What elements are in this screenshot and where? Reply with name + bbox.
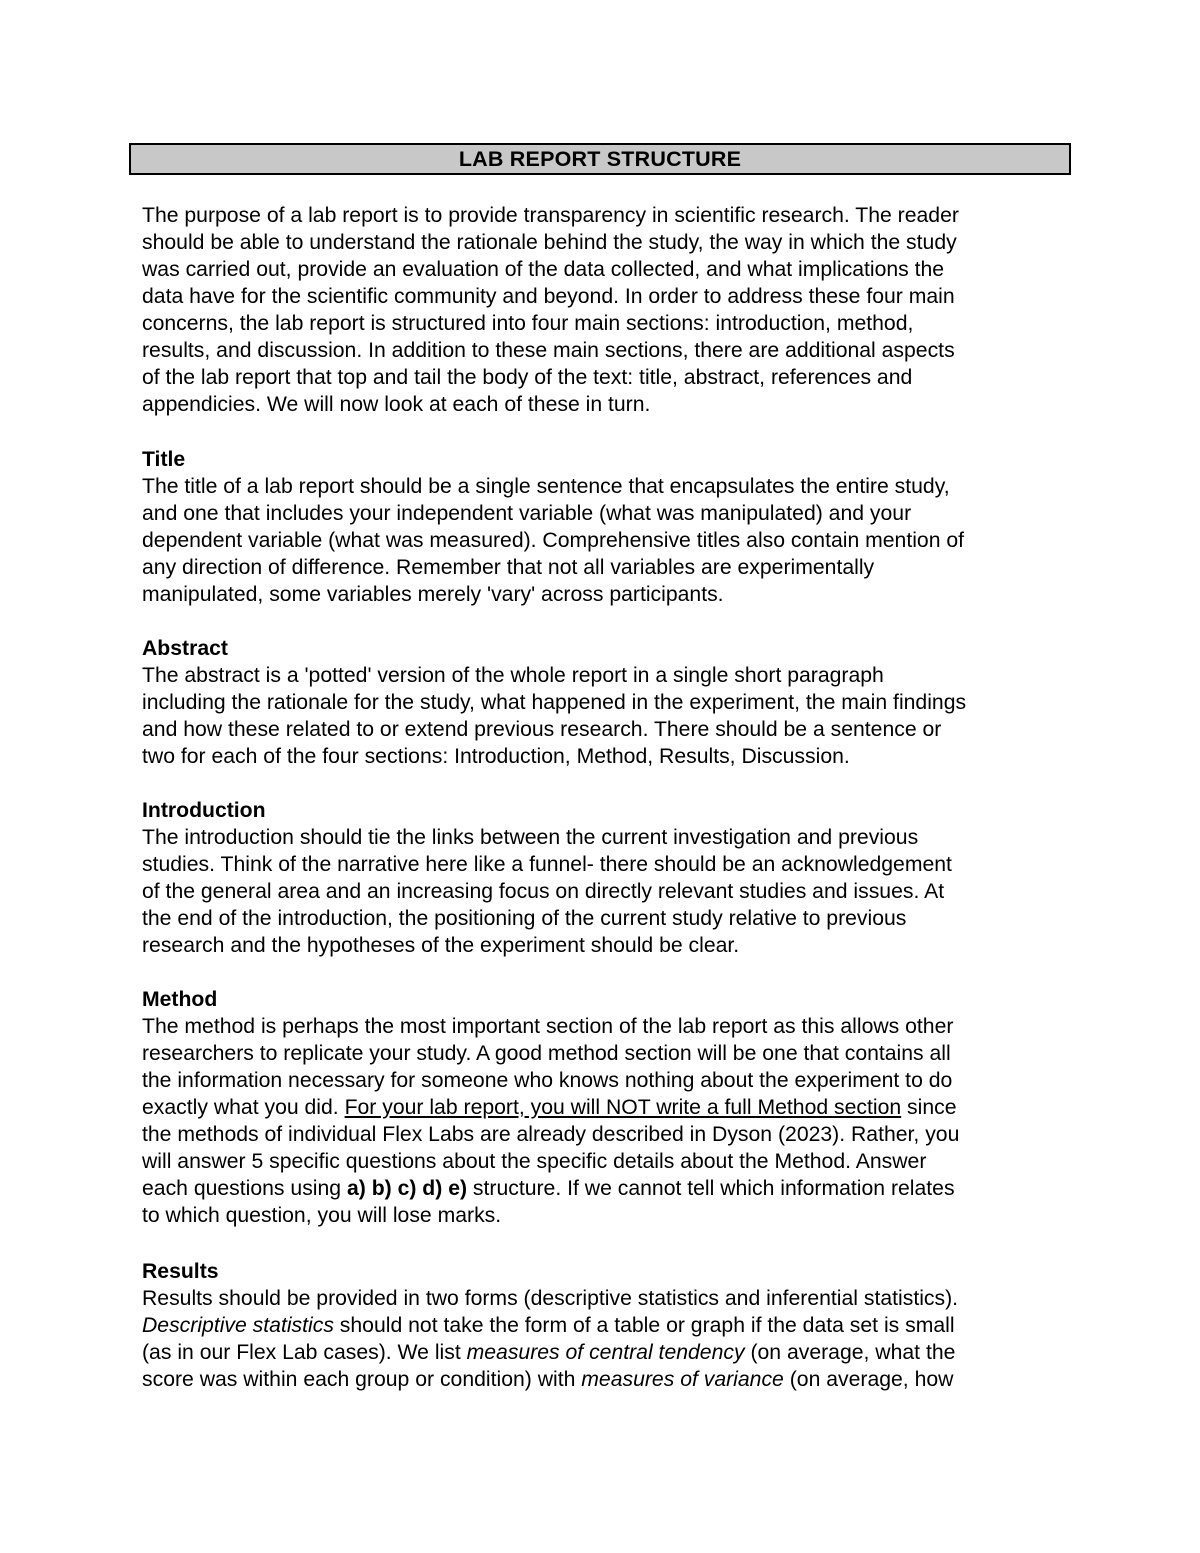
- section-results: [142, 1258, 1067, 1393]
- text-run: exactly what you did.: [142, 1096, 345, 1119]
- document-title: LAB REPORT STRUCTURE: [458, 146, 742, 171]
- intro-paragraph: [142, 202, 1067, 418]
- paragraph-line: The title of a lab report should be a single sentence that encapsulates the entire study,: [142, 475, 950, 498]
- text-run: since: [901, 1096, 957, 1119]
- text-run: should not take the form of a table or graph if the data set is small: [333, 1314, 955, 1337]
- italic-text: Descriptive statistics: [142, 1314, 334, 1337]
- paragraph-line: will answer 5 specific questions about the specific details about the Method. Answer: [142, 1150, 927, 1173]
- text-run: each questions using: [142, 1177, 347, 1200]
- paragraph-line: [142, 1175, 1067, 1202]
- section-title: [142, 446, 1067, 608]
- underlined-text: For your lab report, you will NOT write a full Method section: [344, 1096, 902, 1119]
- italic-text: measures of variance: [581, 1368, 784, 1391]
- paragraph-line: the information necessary for someone who knows nothing about the experiment to do: [142, 1069, 953, 1092]
- paragraph-line: data have for the scientific community and beyond. In order to address these four main: [142, 285, 955, 308]
- paragraph-line: including the rationale for the study, what happened in the experiment, the main findings: [142, 691, 967, 714]
- paragraph-line: research and the hypotheses of the experiment should be clear.: [142, 934, 740, 957]
- paragraph-line: and one that includes your independent variable (what was manipulated) and your: [142, 502, 912, 525]
- paragraph-line: [142, 1094, 1067, 1121]
- text-run: (as in our Flex Lab cases). We list: [142, 1341, 467, 1364]
- section-abstract: [142, 635, 1067, 770]
- paragraph-line: dependent variable (what was measured). Comprehensive titles also contain mention of: [142, 529, 965, 552]
- text-run: structure. If we cannot tell which information relates: [467, 1177, 955, 1200]
- paragraph-line: the end of the introduction, the positioning of the current study relative to previous: [142, 907, 907, 930]
- paragraph-line: The method is perhaps the most important section of the lab report as this allows other: [142, 1015, 954, 1038]
- paragraph-line: the methods of individual Flex Labs are already described in Dyson (2023). Rather, you: [142, 1123, 960, 1146]
- paragraph-line: two for each of the four sections: Introduction, Method, Results, Discussion.: [142, 745, 850, 768]
- section-heading: Title: [142, 448, 186, 471]
- paragraph-line: should be able to understand the rationale behind the study, the way in which the study: [142, 231, 957, 254]
- section-method: [142, 986, 1067, 1229]
- paragraph-line: of the general area and an increasing focus on directly relevant studies and issues. At: [142, 880, 945, 903]
- paragraph-line: appendicies. We will now look at each of these in turn.: [142, 393, 651, 416]
- paragraph-line: manipulated, some variables merely 'vary' across participants.: [142, 583, 724, 606]
- section-heading: Introduction: [142, 799, 266, 822]
- paragraph-line: to which question, you will lose marks.: [142, 1204, 502, 1227]
- text-run: (on average, how: [783, 1368, 954, 1391]
- section-introduction: [142, 797, 1067, 959]
- paragraph-line: The introduction should tie the links between the current investigation and previous: [142, 826, 919, 849]
- paragraph-line: results, and discussion. In addition to these main sections, there are additional aspects: [142, 339, 955, 362]
- paragraph-line: [142, 1339, 1067, 1366]
- paragraph-line: any direction of difference. Remember that not all variables are experimentally: [142, 556, 875, 579]
- paragraph-line: [142, 1366, 1067, 1393]
- paragraph-line: Results should be provided in two forms (descriptive statistics and inferential statistics).: [142, 1287, 959, 1310]
- paragraph-line: The purpose of a lab report is to provide transparency in scientific research. The reader: [142, 204, 959, 227]
- paragraph-line: studies. Think of the narrative here like a funnel- there should be an acknowledgement: [142, 853, 952, 876]
- text-run: (on average, what the: [744, 1341, 956, 1364]
- section-heading: Abstract: [142, 637, 228, 660]
- text-run: score was within each group or condition) with: [142, 1368, 582, 1391]
- paragraph-line: was carried out, provide an evaluation of the data collected, and what implications the: [142, 258, 945, 281]
- paragraph-line: concerns, the lab report is structured into four main sections: introduction, method,: [142, 312, 914, 335]
- section-heading: Results: [142, 1260, 219, 1283]
- document-title-box: [129, 143, 1071, 175]
- paragraph-line: researchers to replicate your study. A good method section will be one that contains all: [142, 1042, 951, 1065]
- bold-text: a) b) c) d) e): [346, 1177, 468, 1200]
- italic-text: measures of central tendency: [466, 1341, 745, 1364]
- paragraph-line: [142, 1312, 1067, 1339]
- paragraph-line: of the lab report that top and tail the body of the text: title, abstract, references and: [142, 366, 913, 389]
- section-heading: Method: [142, 988, 218, 1011]
- paragraph-line: The abstract is a 'potted' version of the whole report in a single short paragraph: [142, 664, 884, 687]
- paragraph-line: and how these related to or extend previous research. There should be a sentence or: [142, 718, 942, 741]
